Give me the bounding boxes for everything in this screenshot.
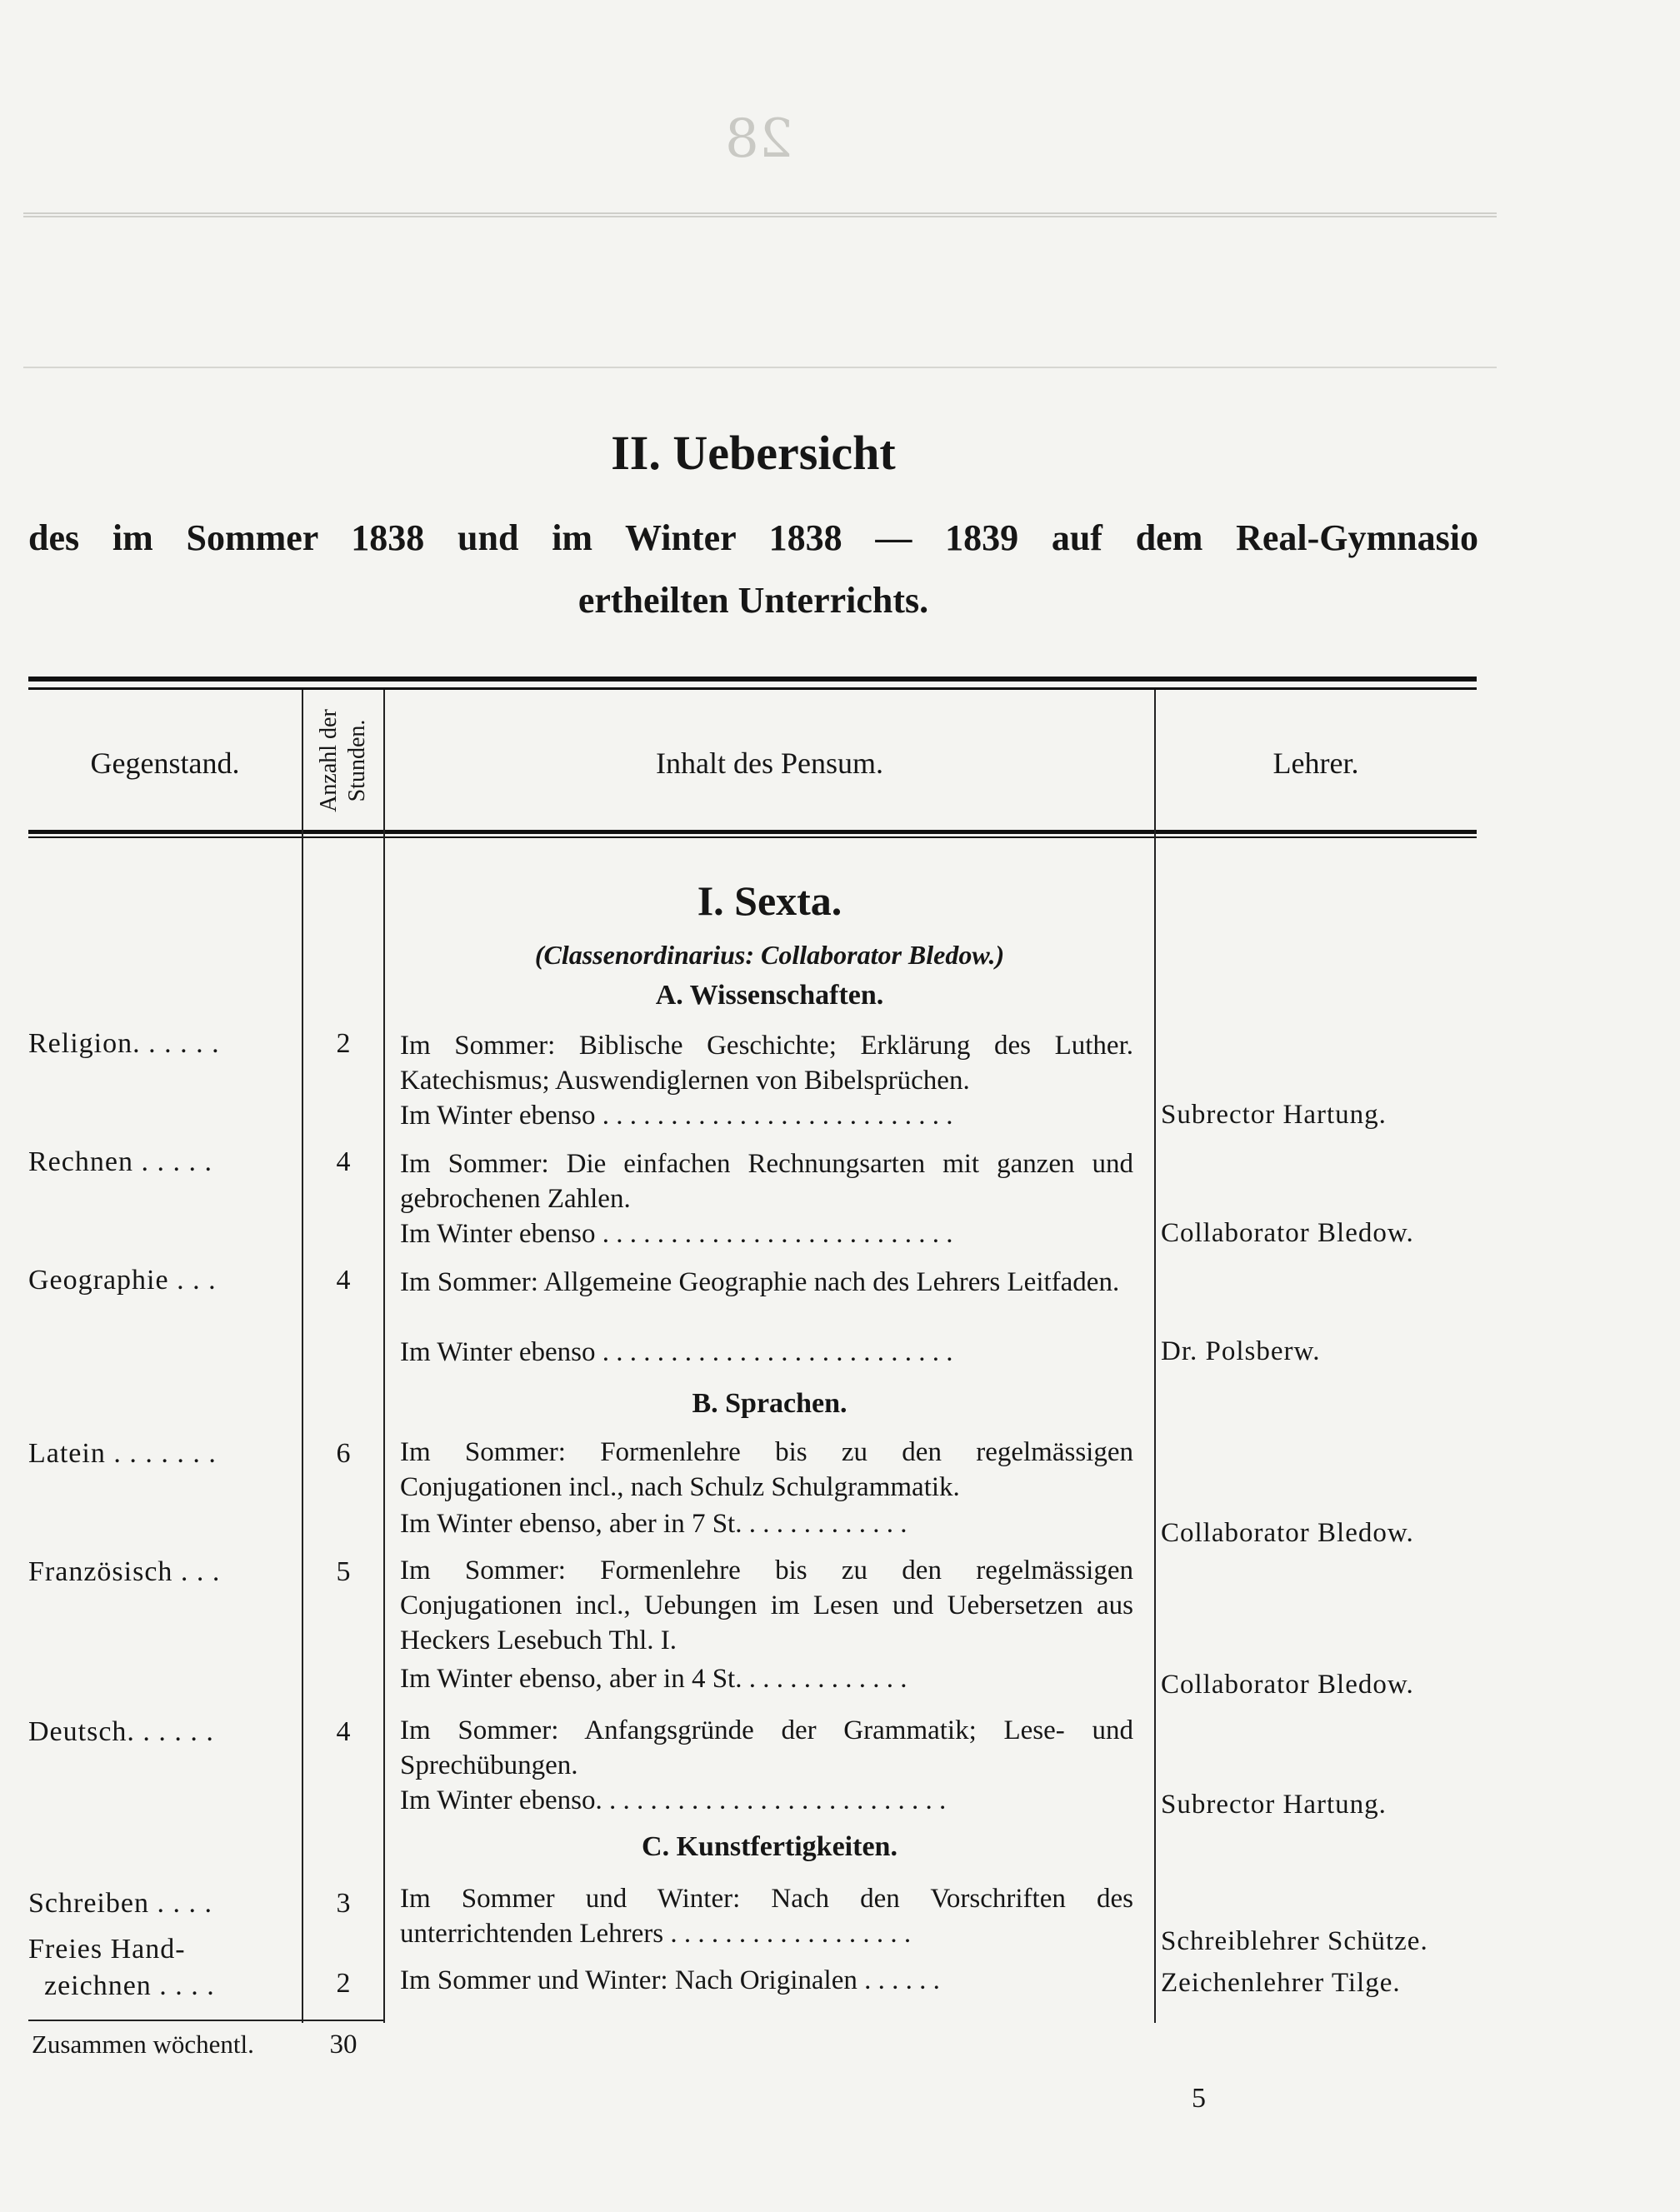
table-row-content-summer: Im Sommer und Winter: Nach Originalen . . . . . . <box>400 1965 940 1995</box>
bleed-through-page-number: 28 <box>725 108 793 170</box>
table-row-content-winter: Im Winter ebenso, aber in 4 St. . . . . . . . . . . . . <box>400 1664 908 1694</box>
column-divider <box>302 690 303 2023</box>
table-header-rule <box>28 830 1477 838</box>
table-row-content-summer: Im Sommer: Allgemeine Geographie nach des Lehrers Leitfaden. <box>400 1267 1120 1297</box>
bleed-through-rule <box>23 212 1497 217</box>
table-row-content-winter: Im Winter ebenso. . . . . . . . . . . . . . . . . . . . . . . . . . <box>400 1785 947 1815</box>
section-heading-c: C. Kunstfertigkeiten. <box>642 1831 898 1862</box>
table-row-teacher: Collaborator Bledow. <box>1161 1670 1414 1700</box>
table-row-teacher: Collaborator Bledow. <box>1161 1518 1414 1548</box>
header-hours <box>305 692 382 829</box>
table-row-subject: Latein . . . . . . . <box>28 1438 217 1469</box>
section-heading-b: B. Sprachen. <box>692 1388 848 1419</box>
table-row-subject: Religion. . . . . . <box>28 1028 220 1059</box>
table-row-hours: 4 <box>336 1716 351 1747</box>
total-hours: 30 <box>329 2030 358 2060</box>
table-row-subject: Geographie . . . <box>28 1265 217 1296</box>
page-number: 5 <box>1192 2083 1206 2114</box>
table-row-subject: Deutsch. . . . . . <box>28 1716 214 1747</box>
table-row-content-summer: Im Sommer: Formenlehre bis zu den regelmässigen Conjugationen incl., nach Schulz Schulgrammatik. <box>400 1437 1133 1502</box>
table-row-teacher: Subrector Hartung. <box>1161 1100 1387 1130</box>
table-row-hours: 4 <box>336 1265 351 1296</box>
table-top-rule <box>28 677 1477 690</box>
table-row-hours: 3 <box>336 1888 351 1919</box>
table-row-content-winter: Im Winter ebenso . . . . . . . . . . . . . . . . . . . . . . . . . . <box>400 1101 953 1131</box>
page-title: II. Uebersicht <box>611 426 896 480</box>
class-ordinarius: (Classenordinarius: Collaborator Bledow.) <box>534 940 1005 970</box>
section-heading-a: A. Wissenschaften. <box>655 980 884 1011</box>
table-row-content-winter: Im Winter ebenso, aber in 7 St. . . . . . . . . . . . . <box>400 1509 908 1539</box>
table-row-teacher: Dr. Polsberw. <box>1161 1336 1321 1366</box>
page-subtitle: des im Sommer 1838 und im Winter 1838 — 1839 auf dem Real-Gymnasio <box>28 517 1478 558</box>
bleed-through-rule <box>23 367 1497 368</box>
header-subject: Gegenstand. <box>90 746 240 780</box>
table-row-subject: Rechnen . . . . . <box>28 1146 212 1177</box>
table-row-teacher: Schreiblehrer Schütze. <box>1161 1926 1428 1956</box>
table-row-content-summer: Im Sommer: Die einfachen Rechnungsarten mit ganzen und gebrochenen Zahlen. <box>400 1149 1133 1214</box>
page-subtitle-line2: ertheilten Unterrichts. <box>578 580 929 621</box>
table-row-content-winter: Im Winter ebenso . . . . . . . . . . . . . . . . . . . . . . . . . . <box>400 1219 953 1249</box>
total-rule <box>28 2020 385 2021</box>
table-row-hours: 4 <box>336 1146 351 1177</box>
header-teacher: Lehrer. <box>1272 746 1359 780</box>
table-row-content-winter: Im Winter ebenso . . . . . . . . . . . . . . . . . . . . . . . . . . <box>400 1337 953 1367</box>
table-row-hours: 5 <box>336 1556 351 1587</box>
table-row-subject: Freies Hand- zeichnen . . . . <box>28 1934 215 2001</box>
table-row-content-summer: Im Sommer und Winter: Nach den Vorschriften des unterrichtenden Lehrers . . . . . . . . . . . . . . . . . . <box>400 1884 1133 1949</box>
header-content: Inhalt des Pensum. <box>656 746 883 780</box>
class-name: I. Sexta. <box>697 877 842 924</box>
table-row-teacher: Subrector Hartung. <box>1161 1790 1387 1820</box>
table-row-hours: 6 <box>336 1438 351 1469</box>
table-row-hours: 2 <box>336 1968 351 1999</box>
table-row-content-summer: Im Sommer: Formenlehre bis zu den regelmässigen Conjugationen incl., Uebungen im Lesen und Uebersetzen aus Heckers Lesebuch Thl. I. <box>400 1555 1133 1655</box>
table-row-hours: 2 <box>336 1028 351 1059</box>
total-label: Zusammen wöchentl. <box>32 2030 254 2059</box>
table-row-subject: Schreiben . . . . <box>28 1888 212 1919</box>
table-row-teacher: Zeichenlehrer Tilge. <box>1161 1968 1401 1998</box>
table-row-teacher: Collaborator Bledow. <box>1161 1218 1414 1248</box>
header-hours-label: Anzahl der Stunden. <box>316 708 371 812</box>
table-row-content-summer: Im Sommer: Anfangsgründe der Grammatik; Lese- und Sprechübungen. <box>400 1715 1133 1780</box>
column-divider <box>1154 690 1156 2023</box>
table-row-subject: Französisch . . . <box>28 1556 221 1587</box>
table-row-content-summer: Im Sommer: Biblische Geschichte; Erklärung des Luther. Katechismus; Auswendiglernen von Bibelsprüchen. <box>400 1031 1133 1096</box>
